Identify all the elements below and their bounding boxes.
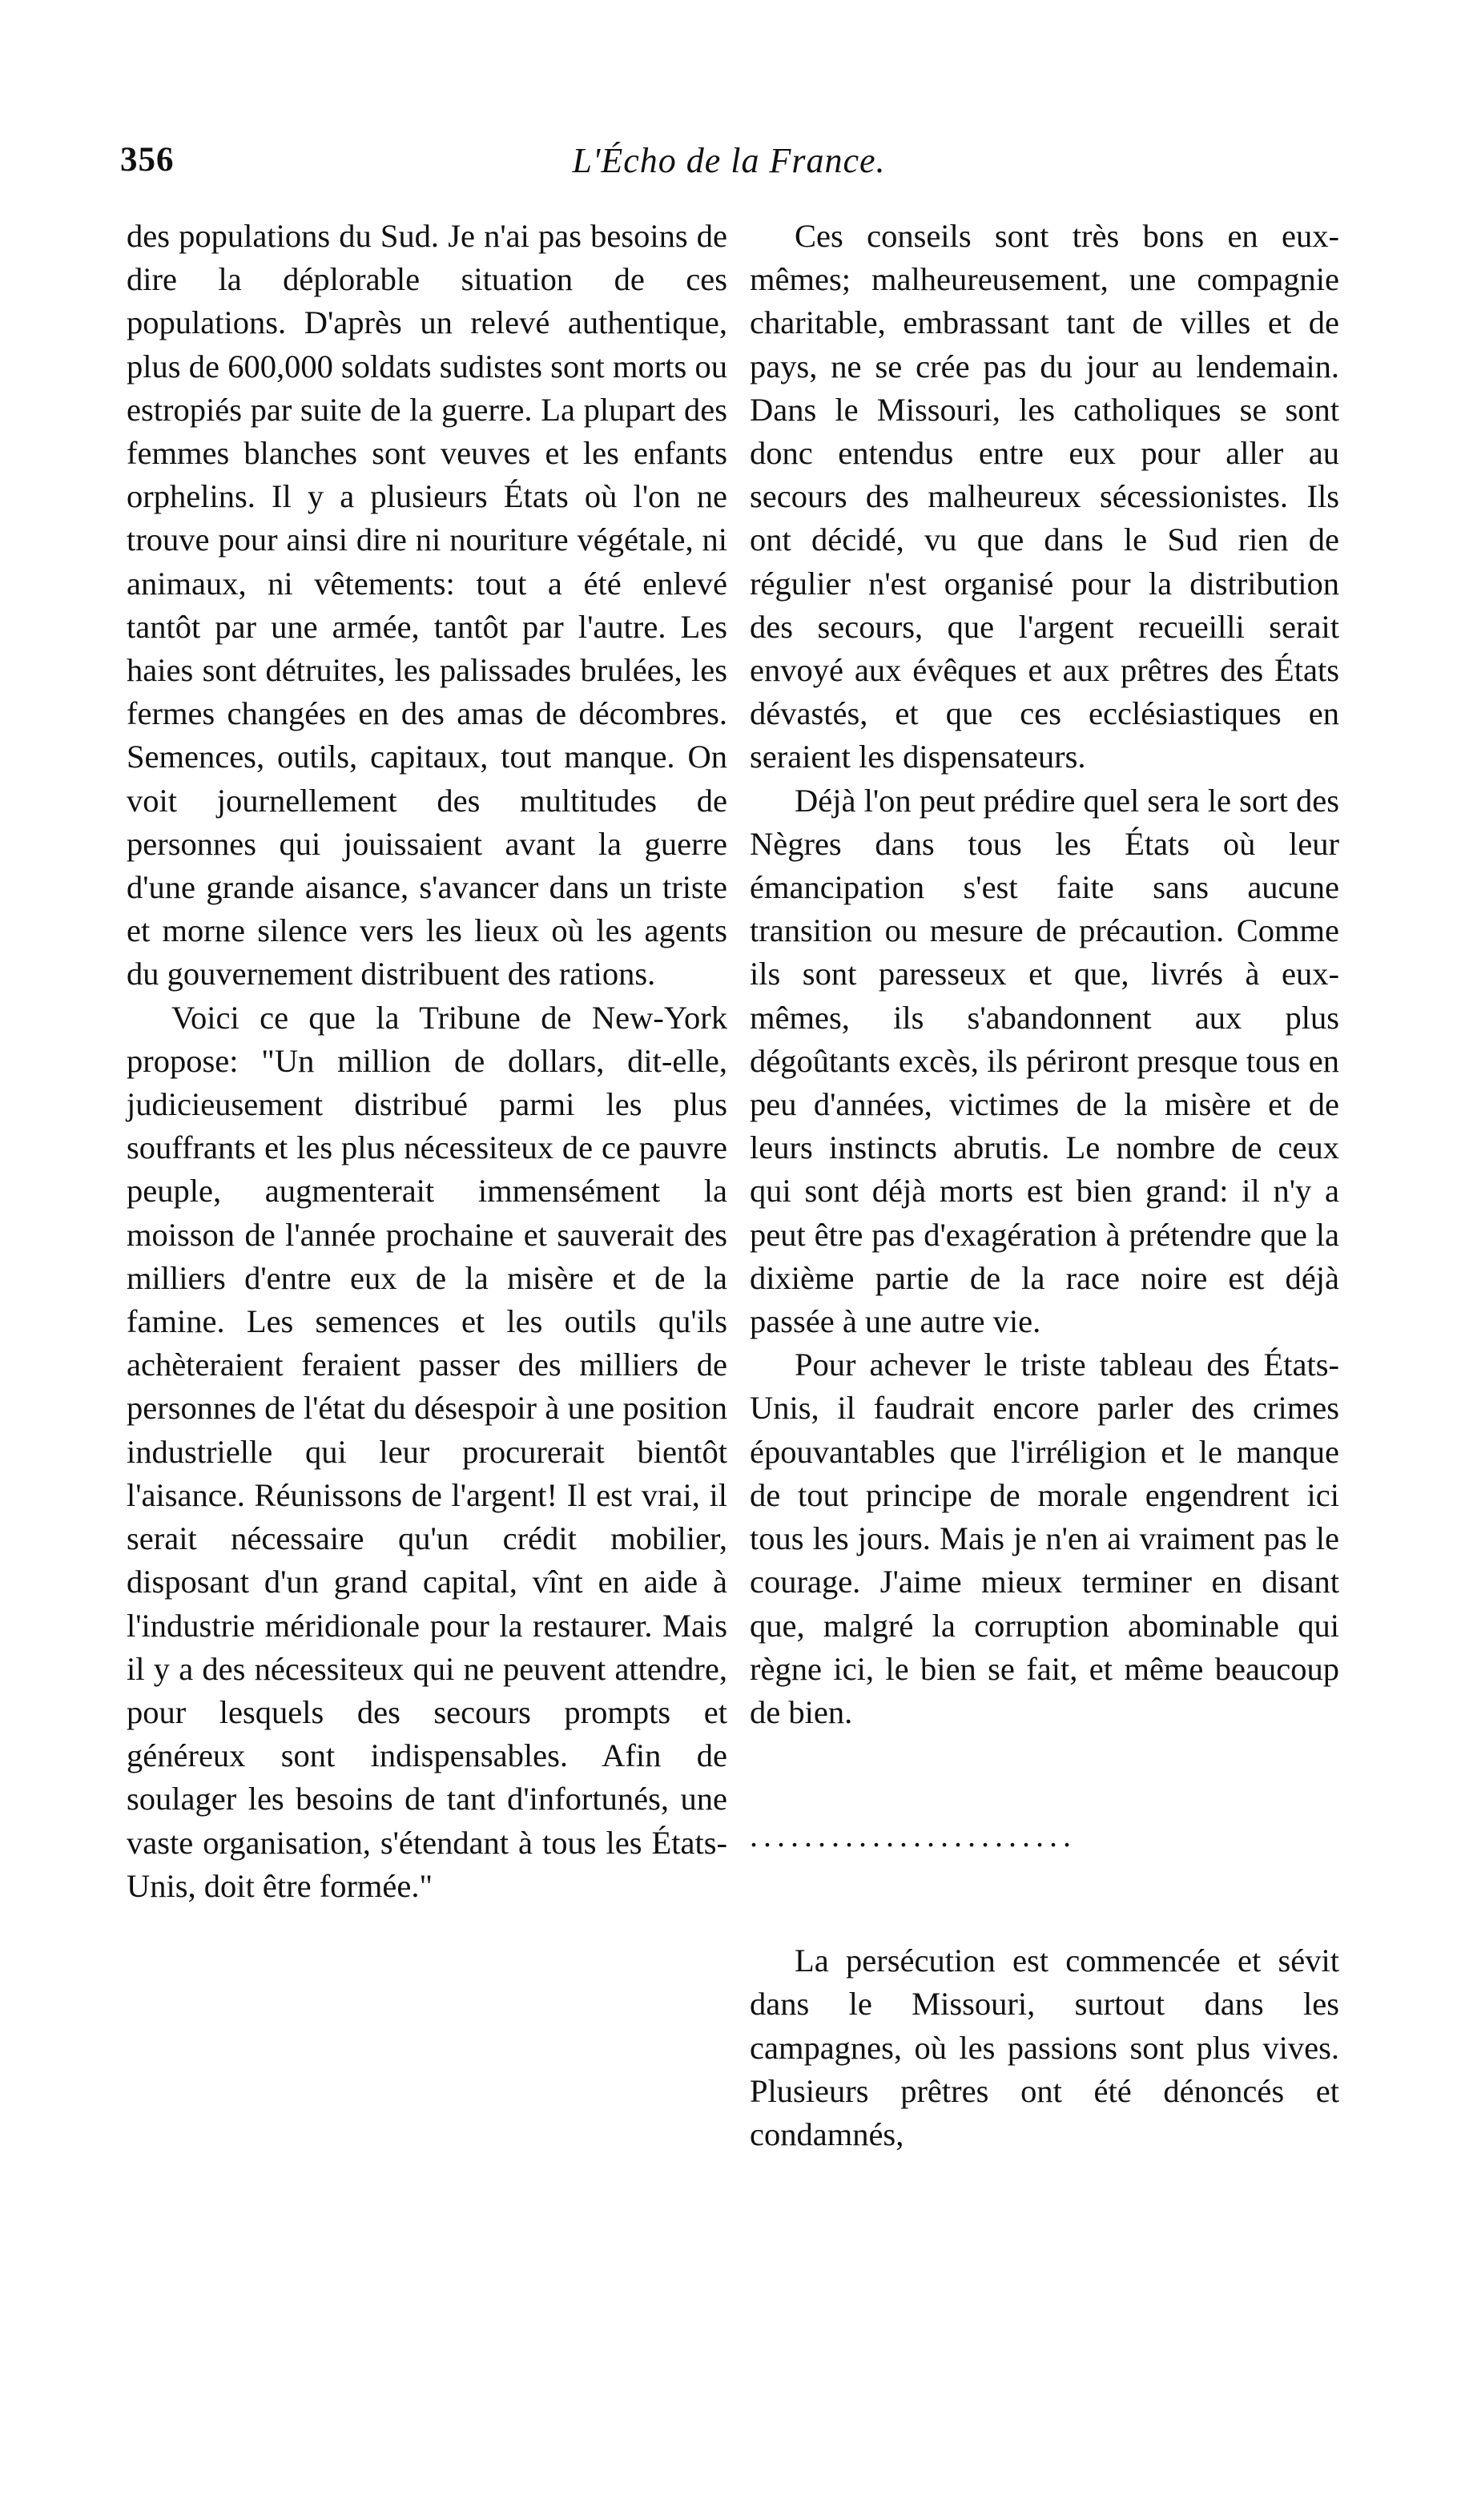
paragraph: La persécution est commencée et sévit dans le Missouri, surtout dans les campagnes, où les passions sont plus vives. Plusieurs prêtres ont été dénoncés et condamnés, (750, 1942, 1339, 2152)
paragraph: Pour achever le triste tableau des États-Unis, il faudrait encore parler des crimes épouvantables que l'irréligion et le manque de tout principe de morale engendrent ici tous les jours. Mais je n'en ai vraiment pas le courage. J'aime mieux terminer en disant que, malgré la corruption abominable qui règne ici, le bien se fait, et même beaucoup de bien. (750, 1347, 1339, 1730)
paragraph: des populations du Sud. Je n'ai pas besoins de dire la déplorable situation de ces populations. D'après un relevé authentique, plus de 600,000 soldats sudistes sont morts ou estropiés par suite de la guerre. La plupart des femmes blanches sont veuves et les enfants orphelins. Il y a plusieurs États où l'on ne trouve pour ainsi dire ni nouriture végétale, ni animaux, ni vêtements: tout a été enlevé tantôt par une armée, tantôt par l'autre. Les haies sont détruites, les palissades brulées, les fermes changées en des amas de décombres. Semences, outils, capitaux, tout manque. On voit journellement des multitudes de personnes qui jouissaient avant la guerre d'une grande aisance, s'avancer dans un triste et morne silence vers les lieux où les agents du gouvernement distribuent des rations. (127, 218, 727, 992)
page-header (120, 140, 1338, 188)
paragraph: Déjà l'on peut prédire quel sera le sort des Nègres dans tous les États où leur émancipation s'est faite sans aucune transition ou mesure de précaution. Comme ils sont paresseux et que, livrés à eux-mêmes, ils s'abandonnent aux plus dégoûtants excès, ils périront presque tous en peu d'années, victimes de la misère et de leurs instincts abrutis. Le nombre de ceux qui sont déjà morts est bien grand: il n'y a peut être pas d'exagération à prétendre que la dixième partie de la race noire est déjà passée à une autre vie. (750, 782, 1339, 1340)
right-column (750, 215, 1339, 2156)
paragraph: Voici ce que la Tribune de New-York propose: "Un million de dollars, dit-elle, judicieusement distribué parmi les plus souffrants et les plus nécessiteux de ce pauvre peuple, augmenterait immensément la moisson de l'année prochaine et sauverait des milliers d'entre eux de la misère et de la famine. Les semences et les outils qu'ils achèteraient feraient passer des milliers de personnes de l'état du désespoir à une position industrielle qui leur procurerait bientôt l'aisance. Réunissons de l'argent! Il est vrai, il serait nécessaire qu'un crédit mobilier, disposant d'un grand capital, vînt en aide à l'industrie méridionale pour la restaurer. Mais il y a des nécessiteux qui ne peuvent attendre, pour lesquels des secours prompts et généreux sont indispensables. Afin de soulager les besoins de tant d'infortunés, une vaste organisation, s'étendant à tous les États-Unis, doit être formée." (127, 999, 727, 1904)
running-title: L'Écho de la France. (572, 141, 886, 180)
page-number: 356 (120, 141, 175, 179)
section-separator: ........................ (750, 1818, 1077, 1854)
left-column (127, 215, 727, 1908)
paragraph: Ces conseils sont très bons en eux-mêmes; malheureusement, une compagnie charitable, embrassant tant de villes et de pays, ne se crée pas du jour au lendemain. Dans le Missouri, les catholiques se sont donc entendus entre eux pour aller au secours des malheureux sécessionistes. Ils ont décidé, vu que dans le Sud rien de régulier n'est organisé pour la distribution des secours, que l'argent recueilli serait envoyé aux évêques et aux prêtres des États dévastés, et que ces ecclésiastiques en seraient les dispensateurs. (750, 218, 1339, 775)
